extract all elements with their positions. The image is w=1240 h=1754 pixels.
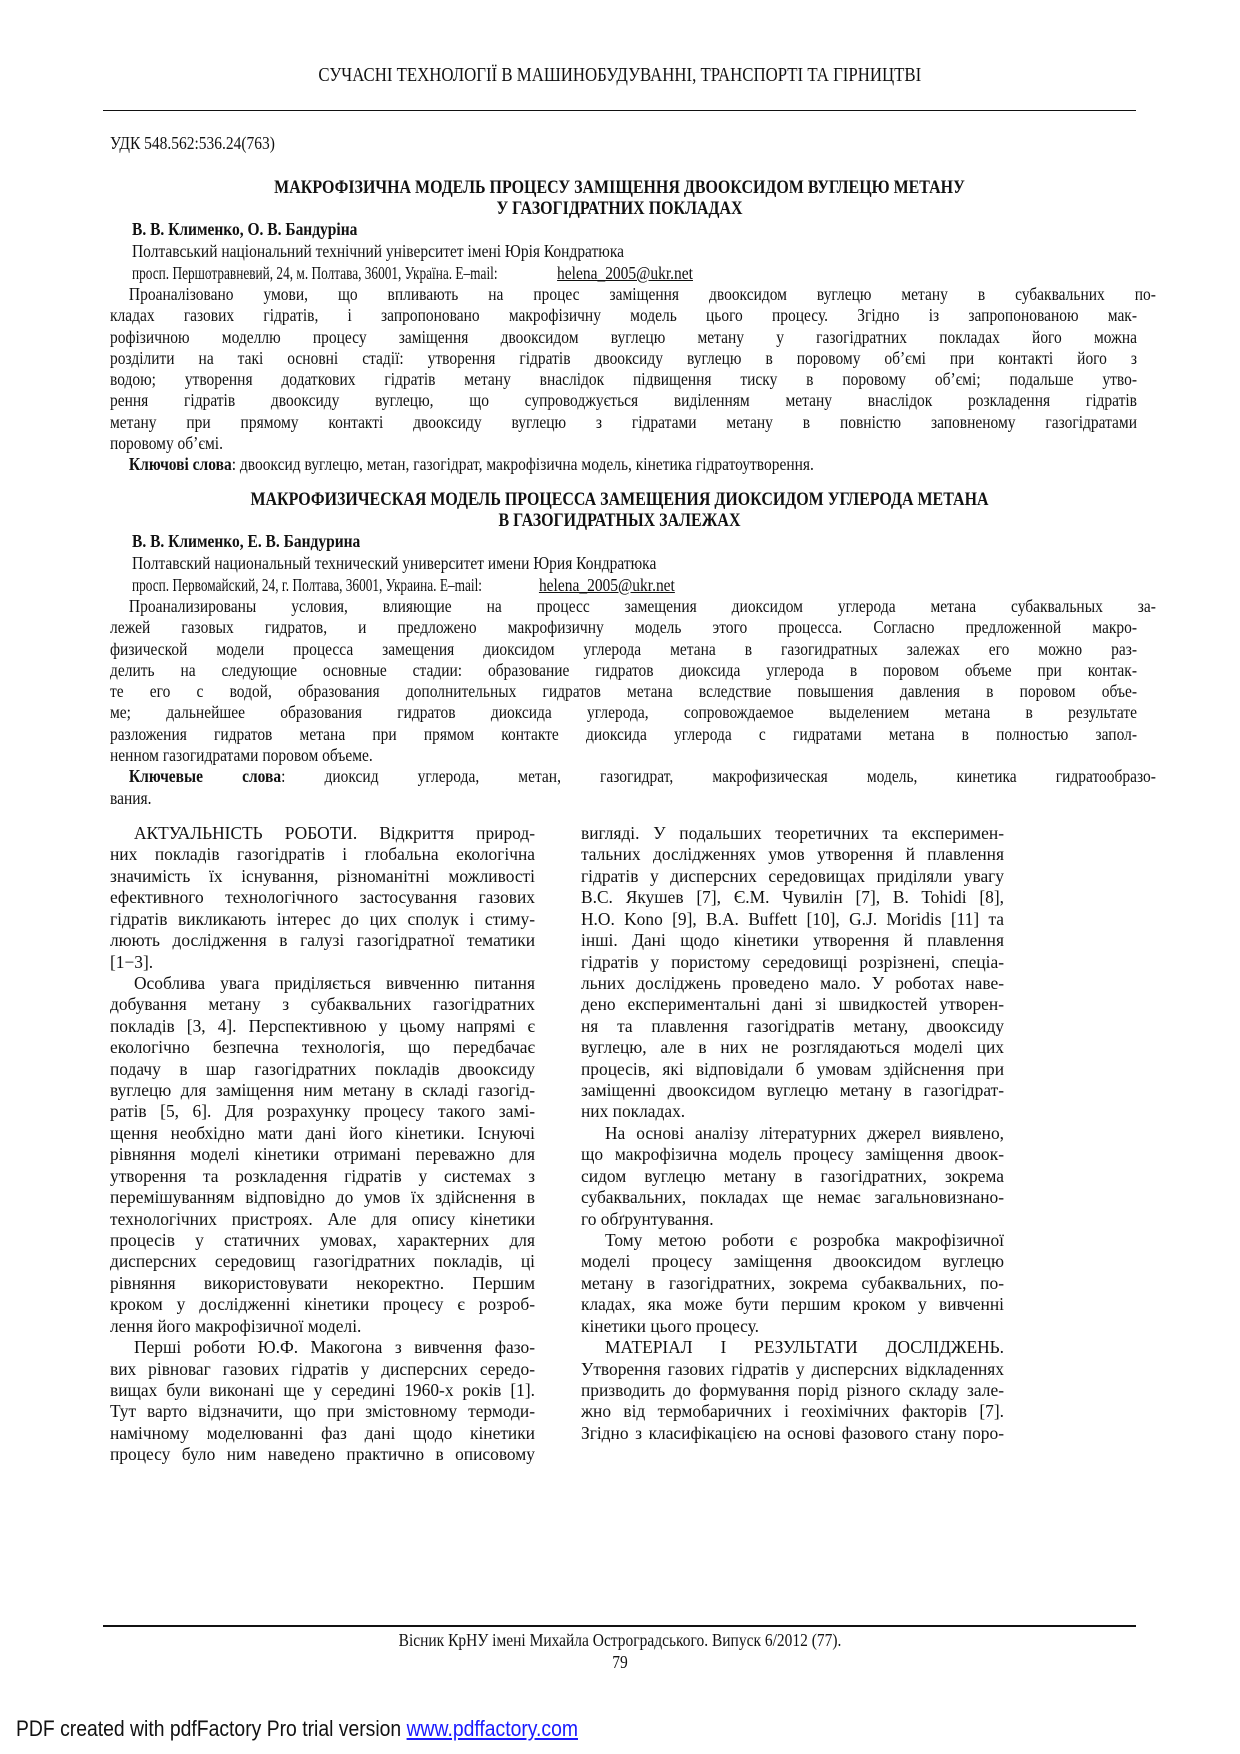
pdf-watermark — [16, 1716, 655, 1742]
title-line: У ГАЗОГІДРАТНИХ ПОКЛАДАХ — [496, 198, 743, 219]
body-line: вуглецю, але в них не розглядаються моделі цих — [581, 1037, 1004, 1058]
abstract-line: Проаналізовано умови, що впливають на процес заміщення двооксидом вуглецю метану в субаквальних по- — [128, 284, 1156, 304]
keywords-line — [110, 766, 1156, 787]
abstract-line: ме; дальнейшее образования гидратов диоксида углерода, сопровождаемое выделением метана в результате — [110, 702, 1137, 723]
body-line: дисперсних середовищ газогідратних покладів, ці — [110, 1251, 535, 1272]
title-line: МАКРОФИЗИЧЕСКАЯ МОДЕЛЬ ПРОЦЕССА ЗАМЕЩЕНИЯ ДИОКСИДОМ УГЛЕРОДА МЕТАНА — [250, 489, 989, 510]
body-line: вищах були виконані ще у середині 1960-х років [1]. — [110, 1379, 535, 1400]
body-column-left — [110, 823, 535, 1466]
watermark-text: PDF created with pdfFactory Pro trial version — [16, 1716, 407, 1741]
body-line: АКТУАЛЬНІСТЬ РОБОТИ. Відкриття природ- — [134, 823, 535, 843]
body-line: H.O. Kono [9], B.A. Buffett [10], G.J. Moridis [11] та — [581, 908, 1004, 929]
body-line: МАТЕРІАЛ І РЕЗУЛЬТАТИ ДОСЛІДЖЕНЬ. — [605, 1337, 1004, 1358]
body-line: вуглецю для заміщення ним метану в складі газогід- — [110, 1080, 535, 1101]
udc-text: УДК 548.562:536.24(763) — [110, 133, 275, 153]
abstract-line: делить на следующие основные стадии: образование гидратов диоксида углерода в поровом объеме при контак- — [110, 659, 1137, 680]
body-line: [1−3]. — [110, 951, 154, 972]
running-header — [0, 64, 1240, 87]
address-ukrainian — [132, 263, 784, 284]
abstract-line: метану при прямому контакті двооксиду вуглецю з гідратами метану в повністю заповненому газогідратами — [110, 411, 1137, 432]
body-line: вих рівноваг газових гідратів у дисперсних середо- — [110, 1358, 535, 1379]
body-line: кроком у дослідженні кінетики процесу є розроб- — [110, 1294, 535, 1315]
abstract-russian — [110, 596, 1156, 809]
journal-citation: Вісник КрНУ імені Михайла Остроградського. Випуск 6/2012 (77). — [398, 1630, 842, 1650]
body-line: го обґрунтування. — [581, 1208, 714, 1229]
body-column-right — [581, 823, 1004, 1444]
keywords-text: : диоксид углерода, метан, газогидрат, макрофизическая модель, кинетика гидратообразо- — [281, 766, 1156, 787]
keywords-text: : двооксид вуглецю, метан, газогідрат, макрофізична модель, кінетика гідратоутворення. — [231, 454, 814, 475]
affiliation-ukrainian — [132, 241, 704, 262]
body-line: моделі процесу заміщення двооксидом вуглецю — [581, 1251, 1004, 1272]
body-line: рівняння використовувати некоректно. Першим — [110, 1272, 535, 1293]
article-title-russian — [103, 489, 1136, 531]
body-line: значимість їх існування, різноманітні можливості — [110, 865, 535, 886]
body-line: ня та плавлення газогідратів метану, двооксиду — [581, 1015, 1004, 1036]
body-line: них покладах. — [581, 1101, 686, 1122]
affiliation-text: Полтавский национальный технический университет имени Юрия Кондратюка — [132, 553, 657, 573]
body-line: процесів, які відповідали б умовам здійснення при — [581, 1058, 1004, 1079]
body-line: вигляді. У подальших теоретичних та експеримен- — [581, 823, 1004, 843]
abstract-line: ненном газогидратами поровом объеме. — [110, 745, 373, 766]
body-line: процесів у статичних умовах, характерних для — [110, 1230, 535, 1251]
affiliation-text: Полтавський національний технічний університет імені Юрія Кондратюка — [132, 241, 625, 261]
body-line: кінетики цього процесу. — [581, 1315, 759, 1336]
body-line: лення його макрофізичної моделі. — [110, 1315, 362, 1336]
body-line: добування метану з субаквальних газогідратних — [110, 994, 535, 1015]
abstract-line: Проанализированы условия, влияющие на процесс замещения диоксидом углерода метана субаквальных за- — [128, 596, 1156, 616]
body-line: гідратів у пористому середовищі розрізнені, спеціа- — [581, 951, 1004, 972]
body-line: процесу було ним наведено практично в описовому — [110, 1444, 535, 1465]
body-line: рівняння моделі кінетики отримані переважно для — [110, 1144, 535, 1165]
abstract-line: разложения гидратов метана при прямом контакте диоксида углерода с гидратами метана в полностью запол- — [110, 723, 1137, 744]
body-line: дено експериментальні дані зі швидкостей утворен- — [581, 994, 1004, 1015]
body-line: кладах, яка може бути першим кроком у вивченні — [581, 1294, 1004, 1315]
body-line: утворення та розкладення гідратів у системах з — [110, 1165, 535, 1186]
address-russian — [132, 575, 763, 596]
authors-text: В. В. Клименко, О. В. Бандуріна — [132, 219, 358, 239]
body-line: Утворення газових гідратів у дисперсних відкладеннях — [581, 1358, 1004, 1379]
keywords-label: Ключевые слова — [128, 766, 282, 787]
authors-russian — [132, 531, 397, 552]
udc-code — [110, 133, 302, 154]
running-header-text: СУЧАСНІ ТЕХНОЛОГІЇ В МАШИНОБУДУВАННІ, ТРАНСПОРТІ ТА ГІРНИЦТВІ — [318, 64, 922, 86]
abstract-line: рення гідратів двооксиду вуглецю, що супроводжується виділенням метану внаслідок розкладення гідратів — [110, 390, 1137, 411]
body-line: Згідно з класифікацією на основі фазового стану поро- — [581, 1422, 1004, 1443]
authors-ukrainian — [132, 219, 394, 240]
journal-footer — [0, 1629, 1240, 1673]
keywords-line — [110, 454, 993, 475]
body-line: Тому метою роботи є розробка макрофізичної — [605, 1230, 1004, 1251]
pdffactory-link[interactable]: www.pdffactory.com — [406, 1716, 579, 1741]
body-line: ратів [5, 6]. Для розрахунку процесу такого замі- — [110, 1101, 535, 1122]
body-line: подачу в шар газогідратних покладів двооксиду — [110, 1058, 535, 1079]
title-line: МАКРОФІЗИЧНА МОДЕЛЬ ПРОЦЕСУ ЗАМІЩЕННЯ ДВООКСИДОМ ВУГЛЕЦЮ МЕТАНУ — [274, 177, 965, 198]
title-line: В ГАЗОГИДРАТНЫХ ЗАЛЕЖАХ — [498, 510, 741, 531]
abstract-line: водою; утворення додаткових гідратів метану внаслідок підвищення тиску в поровому об’ємі; подальше утво- — [110, 369, 1137, 390]
body-line: жно від термобаричних і геохімічних факторів [7]. — [581, 1401, 1004, 1422]
abstract-line: рофізичною моделлю процесу заміщення двооксидом вуглецю метану у газогідратних покладах його можна — [110, 326, 1137, 347]
body-line: ефективного технологічного застосування газових — [110, 887, 535, 908]
abstract-line: те его с водой, образования дополнительных гидратов метана вследствие повышения давления в поровом объе- — [110, 681, 1137, 702]
affiliation-russian — [132, 553, 742, 574]
body-line: екологічно безпечна технологія, що передбачає — [110, 1037, 535, 1058]
authors-text: В. В. Клименко, Е. В. Бандурина — [132, 531, 361, 551]
body-line: На основі аналізу літературних джерел виявлено, — [605, 1122, 1004, 1143]
abstract-ukrainian — [110, 284, 1156, 476]
body-line: інші. Дані щодо кінетики утворення й плавлення — [581, 930, 1004, 951]
body-line: В.С. Якушев [7], Є.М. Чувилін [7], B. Tohidi [8], — [581, 887, 1004, 908]
page-number: 79 — [612, 1652, 628, 1672]
body-line: перемішуванням відповідно до умов їх здійснення в — [110, 1187, 535, 1208]
body-line: тальних дослідженнях умов утворення й плавлення — [581, 844, 1004, 865]
body-line: покладів [3, 4]. Перспективною у цьому напрямі є — [110, 1015, 535, 1036]
abstract-line: кладах газових гідратів, і запропоновано макрофізичну модель цього процесу. Згідно із запропонованою мак- — [110, 305, 1137, 326]
keywords-line: вания. — [110, 787, 152, 808]
body-line: Перші роботи Ю.Ф. Макогона з вивчення фазо- — [134, 1337, 535, 1358]
body-line: що макрофізична модель процесу заміщення двоок- — [581, 1144, 1004, 1165]
address-text: просп. Первомайский, 24, г. Полтава, 36001, Украина. E–mail: — [132, 575, 482, 595]
email-link[interactable]: helena_2005@ukr.net — [557, 263, 693, 283]
email-link[interactable]: helena_2005@ukr.net — [538, 575, 675, 595]
body-line: них покладів газогідратів і глобальна екологічна — [110, 844, 535, 865]
body-line: заміщенні двооксидом вуглецю метану в газогідрат- — [581, 1080, 1004, 1101]
footer-rule — [103, 1625, 1136, 1627]
abstract-line: лежей газовых гидратов, и предложено макрофизичну модель этого процесса. Согласно предложенной макро- — [110, 617, 1137, 638]
body-line: субаквальних, покладах ще немає загальновизнано- — [581, 1187, 1004, 1208]
article-title-ukrainian — [103, 177, 1136, 219]
address-text: просп. Першотравневий, 24, м. Полтава, 36001, Україна. E–mail: — [132, 263, 498, 283]
body-line: призводить до формування порід різного складу зале- — [581, 1379, 1004, 1400]
header-rule — [103, 110, 1136, 111]
keywords-label: Ключові слова — [128, 454, 232, 475]
body-line: Тут варто відзначити, що при змістовному термоди- — [110, 1401, 535, 1422]
body-line: Особлива увага приділяється вивченню питання — [134, 972, 535, 993]
body-line: метану в газогідратних, зокрема субаквальних, по- — [581, 1272, 1004, 1293]
body-line: гідратів викликають інтерес до цих сполук і стиму- — [110, 908, 535, 929]
body-line: люють дослідження в галузі газогідратної тематики — [110, 930, 535, 951]
body-line: льних досліджень проведено мало. У роботах наве- — [581, 972, 1004, 993]
abstract-line: поровому об’ємі. — [110, 433, 223, 454]
body-line: намічному моделюванні фаз дані щодо кінетики — [110, 1422, 535, 1443]
body-line: сидом вуглецю метану в газогідратних, зокрема — [581, 1165, 1004, 1186]
body-line: технологічних пристроях. Але для опису кінетики — [110, 1208, 535, 1229]
abstract-line: розділити на такі основні стадії: утворення гідратів двооксиду вуглецю в поровому об’ємі при контакті його з — [110, 347, 1137, 368]
body-line: щення необхідно мати дані його кінетики. Існуючі — [110, 1122, 535, 1143]
abstract-line: физической модели процесса замещения диоксидом углерода метана в газогидратных залежах его можно раз- — [110, 638, 1137, 659]
body-line: гідратів у дисперсних середовищах приділяли увагу — [581, 865, 1004, 886]
